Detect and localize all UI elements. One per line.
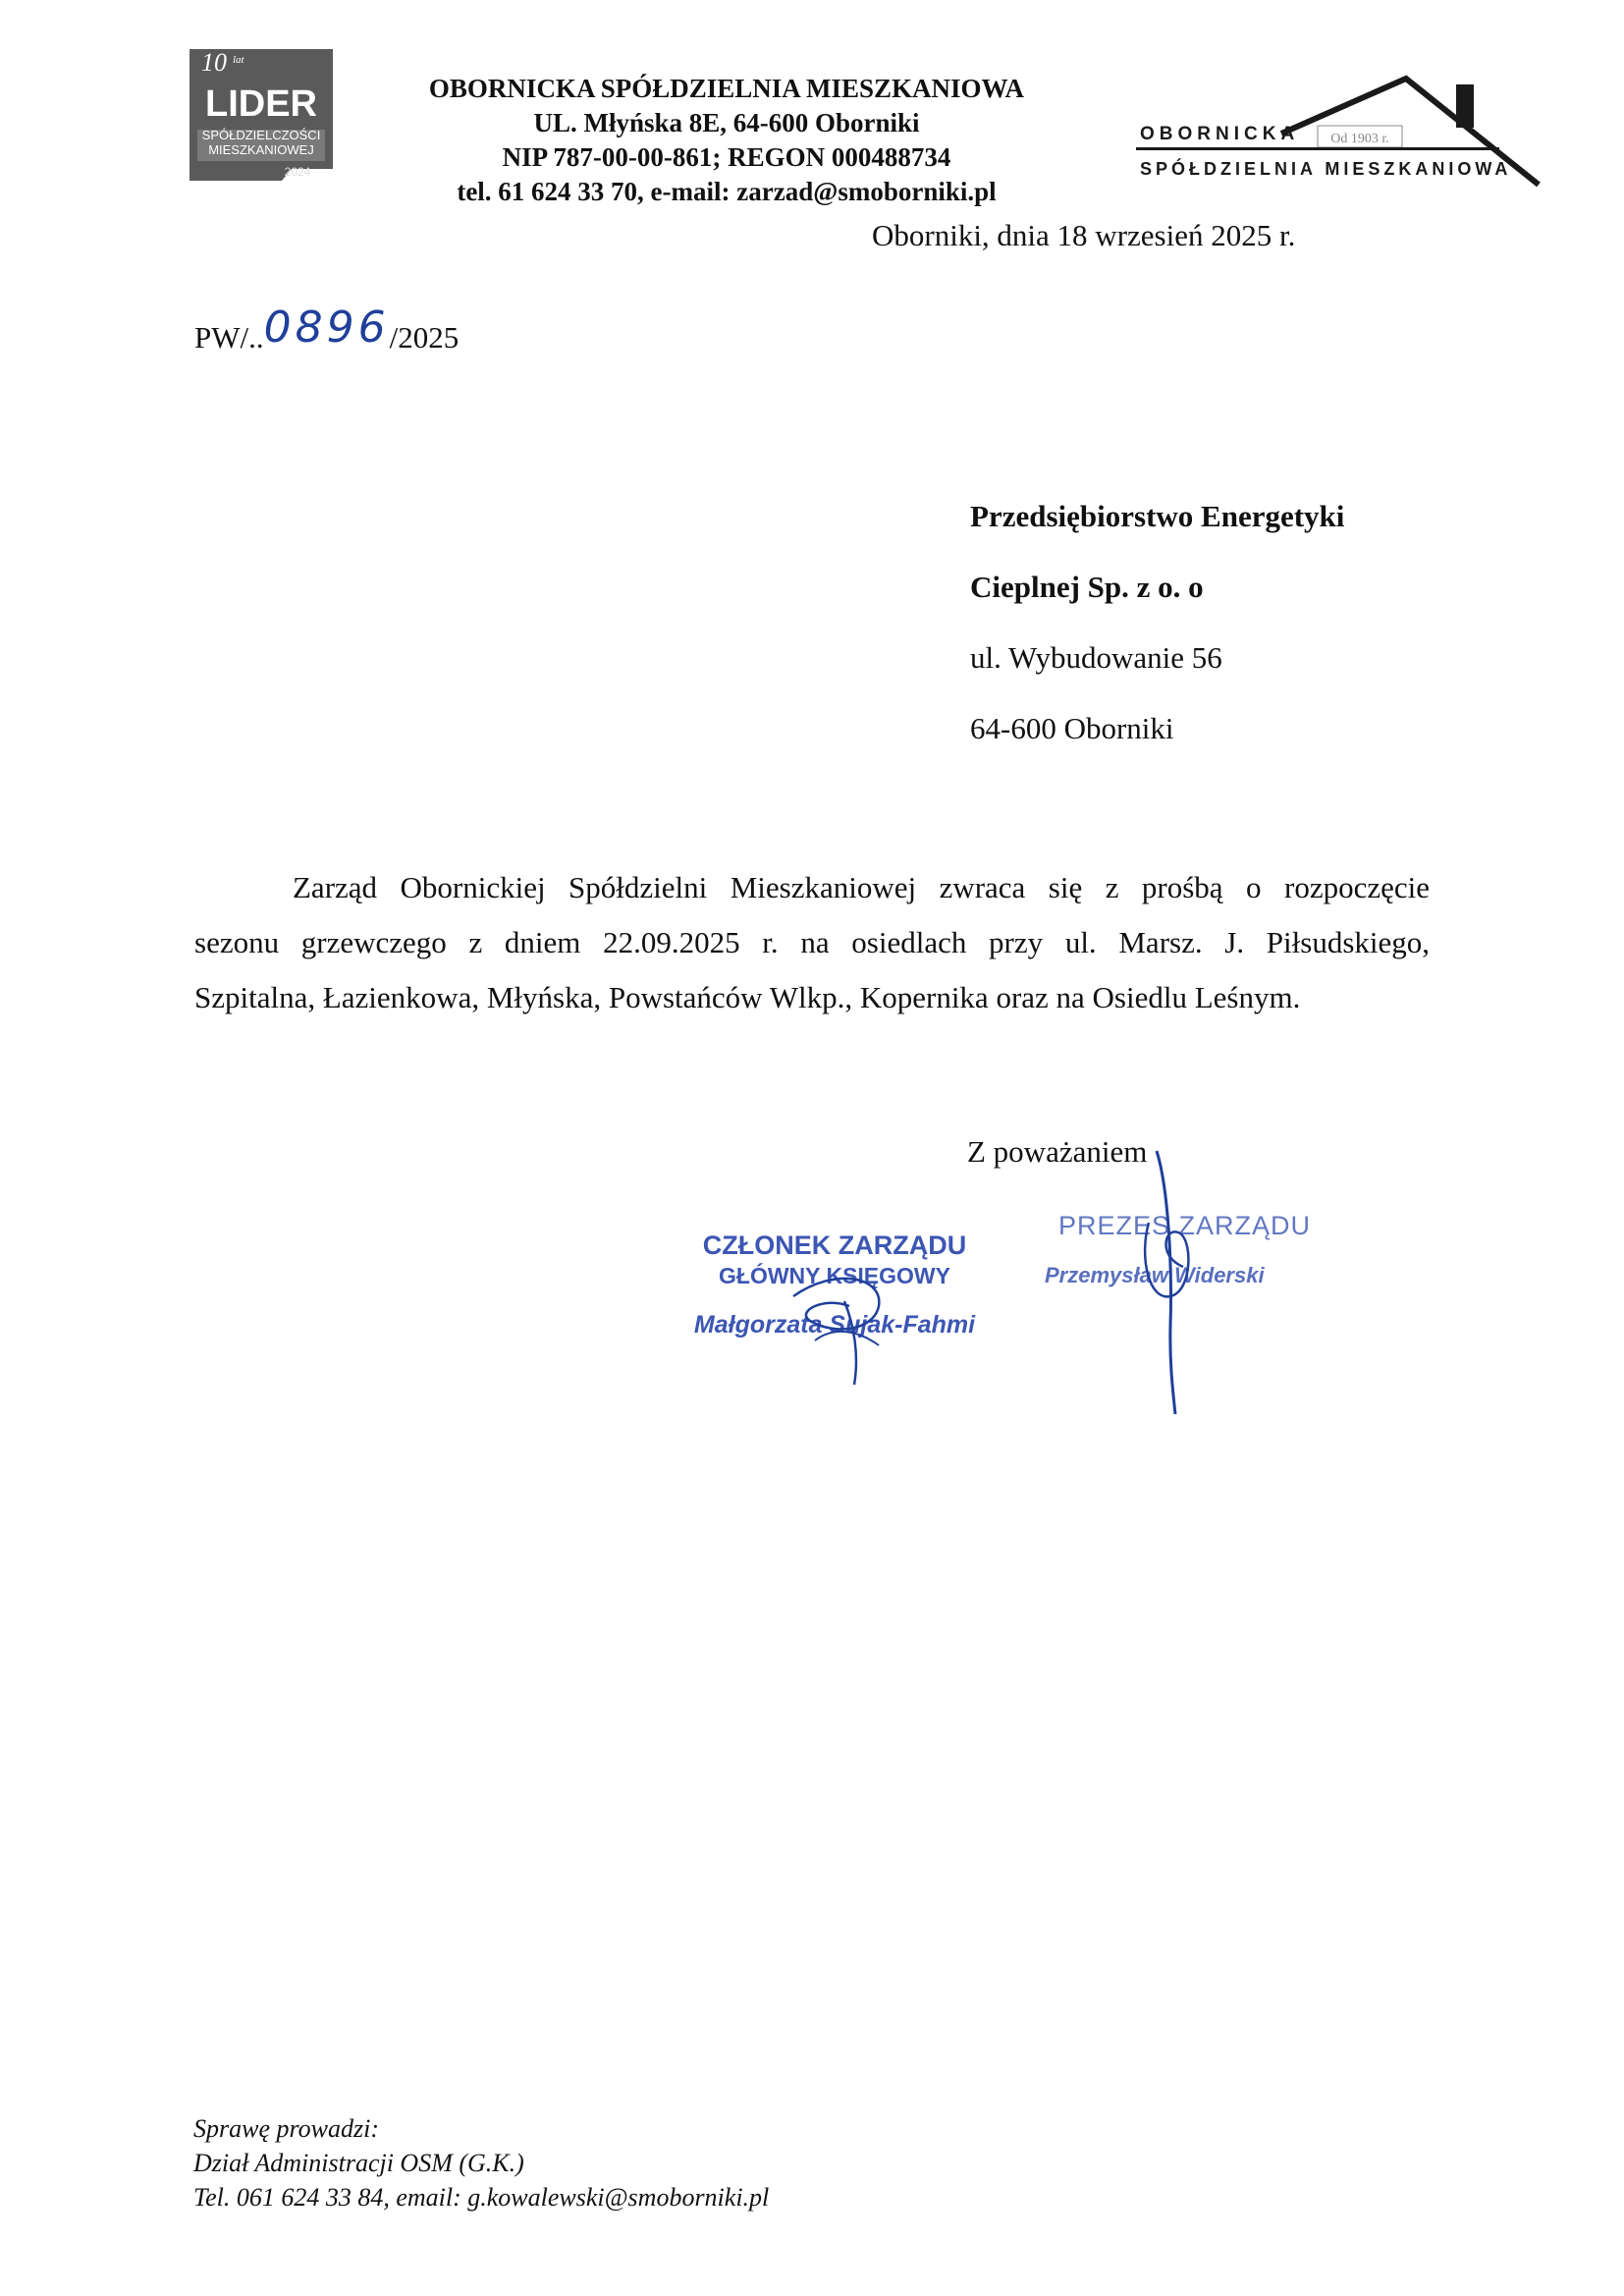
header-contact: tel. 61 624 33 70, e-mail: zarzad@smoborniki.pl (457, 177, 997, 206)
logo-since: Od 1903 r. (1330, 132, 1389, 146)
recipient-line2: Cieplnej Sp. z o. o (970, 570, 1204, 604)
stamp-right-title: PREZES ZARZĄDU (1058, 1211, 1312, 1240)
footer-department: Dział Administracji OSM (G.K.) (193, 2149, 524, 2177)
signature-right (1157, 1151, 1175, 1414)
signature-left (793, 1279, 879, 1330)
closing: Z poważaniem (967, 1134, 1148, 1169)
recipient-street: ul. Wybudowanie 56 (970, 640, 1222, 675)
badge-line1: SPÓŁDZIELCZOŚCI (201, 128, 321, 142)
header-org-name: OBORNICKA SPÓŁDZIELNIA MIESZKANIOWA (428, 74, 1025, 103)
lider-badge-logo (184, 45, 339, 185)
body-line2: sezonu grzewczego z dniem 22.09.2025 r. na osiedlach przy ul. Marsz. J. Piłsudskiego, (194, 925, 1430, 959)
lider-badge-icon (184, 45, 339, 185)
reference-number (194, 302, 459, 355)
stamp-left-subtitle: GŁÓWNY KSIĘGOWY (719, 1263, 950, 1288)
badge-years: 10 (201, 48, 227, 77)
logo-word-spoldzielnia: SPÓŁDZIELNIA MIESZKANIOWA (1140, 159, 1512, 179)
house-roof-icon (1136, 69, 1548, 196)
logo-word-oborniki: OBORNICKA (1140, 124, 1300, 144)
recipient-line1: Przedsiębiorstwo Energetyki (970, 499, 1345, 533)
body-line3: Szpitalna, Łazienkowa, Młyńska, Powstańców Wlkp., Kopernika oraz na Osiedlu Leśnym. (194, 980, 1301, 1014)
badge-years-suffix: lat (233, 54, 244, 66)
reference-handwritten-number: 0896 (263, 302, 390, 353)
badge-line2: MIESZKANIOWEJ (208, 142, 314, 157)
reference-prefix: PW/.. (194, 320, 264, 355)
stamp-left-title: CZŁONEK ZARZĄDU (702, 1230, 967, 1260)
footer-handled-by-label: Sprawę prowadzi: (193, 2114, 379, 2143)
date-line: Oborniki, dnia 18 wrzesień 2025 r. (872, 218, 1296, 252)
reference-suffix: /2025 (389, 320, 460, 355)
stamp-left-name: Małgorzata Sujak-Fahmi (693, 1311, 976, 1339)
body-line1: Zarząd Obornickiej Spółdzielni Mieszkaniowej zwraca się z prośbą o rozpoczęcie (293, 870, 1430, 904)
footer-contact: Tel. 061 624 33 84, email: g.kowalewski@smoborniki.pl (193, 2183, 770, 2212)
stamp-right-name: Przemysław Widerski (1045, 1263, 1265, 1287)
recipient-city: 64-600 Oborniki (970, 711, 1174, 745)
letter-body (194, 860, 1430, 1025)
header-tax-ids: NIP 787-00-00-861; REGON 000488734 (502, 142, 951, 172)
badge-year: 2024 (284, 165, 311, 179)
header-address: UL. Młyńska 8E, 64-600 Oborniki (533, 108, 920, 137)
osm-house-logo (1136, 69, 1548, 196)
badge-word: LIDER (205, 83, 317, 125)
handwritten-signatures (687, 1129, 1316, 1424)
